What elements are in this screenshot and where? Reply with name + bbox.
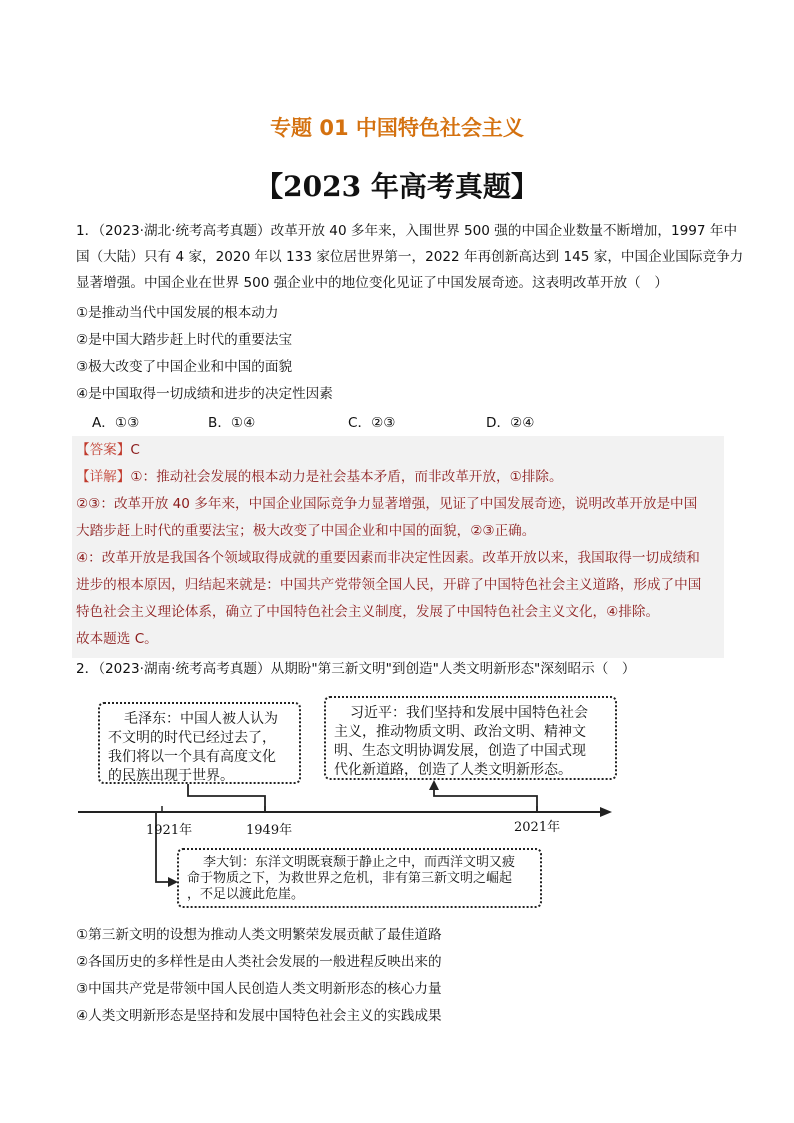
mao-quote-line: 不文明的时代已经过去了， <box>108 730 276 746</box>
xi-quote-line: 明、生态文明协调发展，创造了中国式现 <box>334 743 586 759</box>
mao-quote-line: 毛泽东：中国人被人认为 <box>124 711 278 727</box>
q1-statement: ③极大改变了中国企业和中国的面貌 <box>76 359 293 375</box>
q1-statement: ②是中国大踏步赶上时代的重要法宝 <box>76 332 293 348</box>
li-quote-box <box>177 848 542 908</box>
connector-2021 <box>434 788 537 812</box>
q1-statement: ④是中国取得一切成绩和进步的决定性因素 <box>76 386 333 402</box>
answer-line <box>76 437 140 463</box>
detail-tag: 【详解】 <box>76 469 131 485</box>
detail-line: 特色社会主义理论体系，确立了中国特色社会主义制度，发展了中国特色社会主义文化，④排除。 <box>76 604 660 620</box>
q2-statement: ④人类文明新形态是坚持和发展中国特色社会主义的实践成果 <box>76 1008 442 1024</box>
q1-stem-line: 1．（2023·湖北·统考高考真题）改革开放 40 多年来，入围世界 500 强的中国企业数量不断增加，1997 年中 <box>76 223 738 239</box>
detail-line: 大踏步赶上时代的重要法宝；极大改变了中国企业和中国的面貌，②③正确。 <box>76 523 536 539</box>
topic-title: 专题 01 中国特色社会主义 <box>270 116 524 140</box>
year-label-1949: 1949年 <box>246 823 293 838</box>
li-quote-line: 李大钊：东洋文明既衰颓于静止之中，而西洋文明又疲 <box>203 855 516 870</box>
answer-value: C <box>130 442 140 458</box>
xi-quote-box <box>324 696 617 780</box>
q2-stem: 2．（2023·湖南·统考高考真题）从期盼"第三新文明"到创造"人类文明新形态"深刻昭示（ ） <box>76 661 636 677</box>
answer-tag: 【答案】 <box>76 442 131 458</box>
detail-line: 进步的根本原因，归结起来就是：中国共产党带领全国人民，开辟了中国特色社会主义道路，形成了中国 <box>76 577 702 593</box>
li-quote-line: 命于物质之下，为救世界之危机，非有第三新文明之崛起 <box>187 871 513 886</box>
detail-line <box>76 464 563 490</box>
q1-statement: ①是推动当代中国发展的根本动力 <box>76 305 279 321</box>
q1-stem-line: 国（大陆）只有 4 家，2020 年以 133 家位居世界第一，2022 年再创新高达到 145 家，中国企业国际竞争力 <box>76 249 744 265</box>
q2-statement: ①第三新文明的设想为推动人类文明繁荣发展贡献了最佳道路 <box>76 927 442 943</box>
detail-line: ④：改革开放是我国各个领域取得成就的重要因素而非决定性因素。改革开放以来，我国取得一切成绩和 <box>76 550 700 566</box>
q2-statement: ②各国历史的多样性是由人类社会发展的一般进程反映出来的 <box>76 954 442 970</box>
detail-line: 故本题选 C。 <box>76 631 158 647</box>
q1-stem-line: 显著增强。中国企业在世界 500 强企业中的地位变化见证了中国发展奇迹。这表明改革开放（ ） <box>76 275 668 291</box>
section-title: 【2023 年高考真题】 <box>255 170 539 203</box>
q2-statement: ③中国共产党是带领中国人民创造人类文明新形态的核心力量 <box>76 981 442 997</box>
year-label-1921: 1921年 <box>146 823 193 838</box>
year-label-2021: 2021年 <box>514 820 561 835</box>
choice-d[interactable]: D．②④ <box>486 415 535 431</box>
choice-a[interactable]: A．①③ <box>92 415 140 431</box>
xi-quote-line: 主义，推动物质文明、政治文明、精神文 <box>334 724 586 740</box>
xi-quote-line: 习近平：我们坚持和发展中国特色社会 <box>350 705 588 721</box>
mao-quote-line: 我们将以一个具有高度文化 <box>108 749 276 765</box>
mao-quote-line: 的民族出现于世界。 <box>108 768 234 784</box>
detail-line: ②③：改革开放 40 多年来，中国企业国际竞争力显著增强，见证了中国发展奇迹，说明改革开放是中国 <box>76 496 698 512</box>
choice-c[interactable]: C．②③ <box>348 415 396 431</box>
choice-b[interactable]: B．①④ <box>208 415 256 431</box>
li-quote-line: ，不足以渡此危崖。 <box>187 887 305 902</box>
xi-quote-line: 代化新道路，创造了人类文明新形态。 <box>334 762 572 778</box>
mao-quote-box <box>98 702 301 784</box>
timeline-arrow-head <box>600 807 612 817</box>
connector-2021-arrow <box>429 780 439 790</box>
detail-text: ①：推动社会发展的根本动力是社会基本矛盾，而非改革开放，①排除。 <box>130 469 563 485</box>
